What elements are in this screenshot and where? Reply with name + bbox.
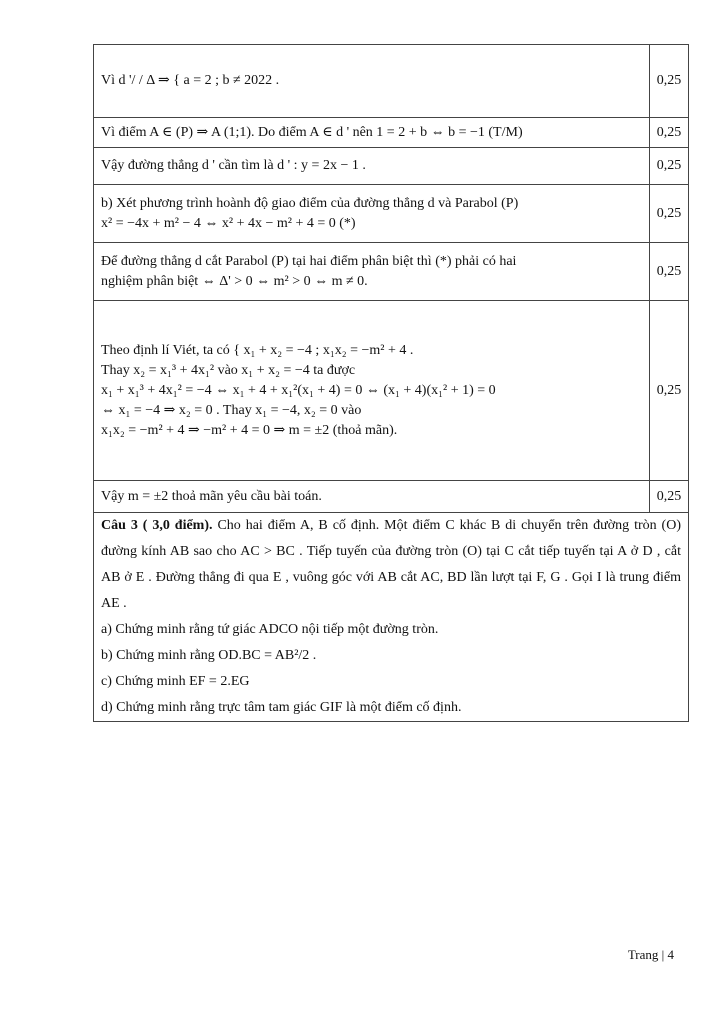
solution-line: x² = −4x + m² − 4 ⇔ x² + 4x − m² + 4 = 0 (*) bbox=[101, 215, 356, 231]
table-row bbox=[94, 185, 689, 243]
question-part: c) Chứng minh EF = 2.EG bbox=[101, 674, 250, 689]
solution-cell bbox=[94, 45, 650, 118]
question-3-cell bbox=[94, 513, 689, 722]
question-3-intro: Cho hai điểm A, B cố định. Một điểm C khác B di chuyển trên đường tròn (O) đường kính AB sao cho AC > BC . Tiếp tuyến của đường tròn (O) tại C cắt tiếp tuyến tại A ở D , cắt AB ở E . Đường thẳng đi qua E , vuông góc với AB cắt AC, BD lần lượt tại F, G . Gọi I là trung điểm AE . bbox=[101, 518, 681, 611]
solution-line: Để đường thẳng d cắt Parabol (P) tại hai điểm phân biệt thì (*) phải có hai bbox=[101, 253, 517, 269]
solution-line: Vì điểm A ∈ (P) ⇒ A (1;1). Do điểm A ∈ d ' nên 1 = 2 + b ⇔ b = −1 (T/M) bbox=[101, 124, 523, 140]
score-cell: 0,25 bbox=[650, 243, 689, 301]
table-row bbox=[94, 148, 689, 185]
score-cell: 0,25 bbox=[650, 45, 689, 118]
score-cell: 0,25 bbox=[650, 118, 689, 148]
table-row bbox=[94, 243, 689, 301]
solution-table bbox=[93, 44, 689, 722]
question-3-row bbox=[94, 513, 689, 722]
solution-cell bbox=[94, 118, 650, 148]
solution-cell bbox=[94, 185, 650, 243]
table-row bbox=[94, 481, 689, 513]
solution-line: Theo định lí Viét, ta có { x₁ + x₂ = −4 ; x₁x₂ = −m² + 4 . bbox=[101, 342, 414, 358]
solution-line: Vì d '/ / Δ ⇒ { a = 2 ; b ≠ 2022 . bbox=[101, 73, 280, 88]
table-row bbox=[94, 301, 689, 481]
score-cell: 0,25 bbox=[650, 481, 689, 513]
page-number: Trang | 4 bbox=[627, 947, 674, 962]
solution-cell bbox=[94, 243, 650, 301]
question-part: b) Chứng minh rằng OD.BC = AB²/2 . bbox=[101, 648, 317, 663]
solution-cell bbox=[94, 481, 650, 513]
solution-cell bbox=[94, 148, 650, 185]
table-row bbox=[94, 118, 689, 148]
solution-line: Thay x₂ = x₁³ + 4x₁² vào x₁ + x₂ = −4 ta được bbox=[101, 362, 356, 378]
question-part: d) Chứng minh rằng trực tâm tam giác GIF là một điểm cố định. bbox=[101, 700, 462, 715]
table-row bbox=[94, 45, 689, 118]
solution-sheet bbox=[93, 44, 689, 722]
question-3-statement bbox=[101, 513, 681, 617]
solution-line: Vậy m = ±2 thoả mãn yêu cầu bài toán. bbox=[101, 488, 322, 504]
solution-line: b) Xét phương trình hoành độ giao điểm của đường thẳng d và Parabol (P) bbox=[101, 195, 519, 211]
score-cell: 0,25 bbox=[650, 148, 689, 185]
solution-line: x₁x₂ = −m² + 4 ⇒ −m² + 4 = 0 ⇒ m = ±2 (thoả mãn). bbox=[101, 422, 398, 438]
solution-line: x₁ + x₁³ + 4x₁² = −4 ⇔ x₁ + 4 + x₁²(x₁ + 4) = 0 ⇔ (x₁ + 4)(x₁² + 1) = 0 bbox=[101, 382, 496, 398]
question-3-heading: Câu 3 ( 3,0 điểm). bbox=[101, 518, 213, 533]
solution-cell bbox=[94, 301, 650, 481]
solution-line: ⇔ x₁ = −4 ⇒ x₂ = 0 . Thay x₁ = −4, x₂ = 0 vào bbox=[101, 402, 362, 418]
solution-line: nghiệm phân biệt ⇔ Δ' > 0 ⇔ m² > 0 ⇔ m ≠ 0. bbox=[101, 273, 368, 289]
question-part: a) Chứng minh rằng tứ giác ADCO nội tiếp một đường tròn. bbox=[101, 622, 439, 637]
solution-line: Vậy đường thẳng d ' cần tìm là d ' : y = 2x − 1 . bbox=[101, 158, 366, 173]
score-cell: 0,25 bbox=[650, 301, 689, 481]
score-cell: 0,25 bbox=[650, 185, 689, 243]
